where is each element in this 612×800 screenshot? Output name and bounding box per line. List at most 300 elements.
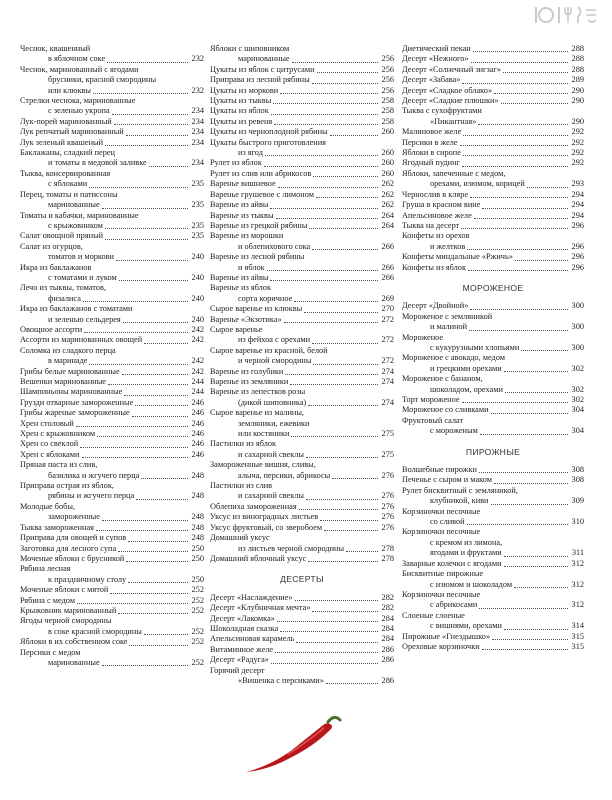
desserts2-entry	[402, 138, 584, 148]
preserves-entry	[20, 429, 204, 439]
page-number: 272	[381, 335, 394, 345]
entry-title-line: Томаты и кабачки, маринованные	[20, 210, 139, 220]
page-number: 244	[191, 387, 204, 397]
preserves-entry	[20, 127, 204, 137]
entry-title-line: Печенье с сыром и маком	[402, 475, 493, 485]
page-number: 294	[571, 189, 584, 199]
entry-title-line: Приправа для овощей и супов	[20, 533, 127, 543]
entry-title-line: (дикой шиповника)	[238, 397, 307, 407]
page-number: 246	[191, 439, 204, 449]
preserves-entry	[20, 242, 204, 263]
preserves-entry	[20, 169, 204, 190]
dot-leader	[270, 207, 378, 209]
page-number: 246	[191, 429, 204, 439]
entry-title-line: Грибы жареные замороженные	[20, 408, 130, 418]
jams-entry	[210, 221, 394, 231]
dot-leader	[463, 134, 568, 136]
page-number: 256	[381, 85, 394, 95]
page-number: 293	[571, 179, 584, 189]
dot-leader	[479, 607, 568, 609]
dot-leader	[118, 612, 188, 614]
dot-leader	[276, 217, 378, 219]
entry-title-line: и сахарной свеклы	[238, 491, 304, 501]
page-number: 266	[381, 262, 394, 272]
preserves-entry	[20, 533, 204, 543]
entry-title-line: Лук зеленый квашеный	[20, 137, 104, 147]
entry-title-line: Чеснок, маринованный с ягодами	[20, 64, 139, 74]
page-number: 292	[571, 137, 584, 147]
entry-title-line: Десерт «Наслаждение»	[210, 592, 293, 602]
dot-leader	[296, 641, 378, 643]
preserves-entry	[20, 585, 204, 595]
page-number: 278	[381, 543, 394, 553]
dot-leader	[482, 648, 568, 650]
entry-title-line: Варенье из айвы	[210, 200, 269, 210]
entry-title-line: Грузди отварные замороженные	[20, 397, 134, 407]
entry-title-line: Заварные колечки с ягодами	[402, 558, 502, 568]
entry-title-line: Фруктовый салат	[402, 415, 464, 425]
preserves-entry	[20, 346, 204, 367]
jams-entry	[210, 512, 394, 522]
page-number: 296	[571, 220, 584, 230]
dot-leader	[89, 186, 188, 188]
entry-title-line: Тыква на десерт	[402, 220, 460, 230]
dot-leader	[504, 565, 568, 567]
dot-leader	[306, 456, 378, 458]
pastry-entry	[402, 507, 584, 528]
page-number: 274	[381, 366, 394, 376]
page-number: 235	[191, 179, 204, 189]
entry-title-line: Апельсиновая карамель	[210, 634, 295, 644]
toc-column-left	[20, 44, 204, 668]
page-number: 270	[381, 304, 394, 314]
entry-title-line: Пряная паста из слив,	[20, 460, 98, 470]
entry-title-line: шоколадом, орехами	[430, 384, 503, 394]
preserves-entry	[20, 398, 204, 408]
page-number: 308	[571, 475, 584, 485]
preserves-entry	[20, 65, 204, 96]
pastry-entry	[402, 611, 584, 632]
entry-title-line: брусники, красной смородины	[48, 75, 157, 85]
icecream-entry	[402, 312, 584, 333]
entry-title-line: Десерт «Солнечный зигзаг»	[402, 64, 501, 74]
jams-entry	[210, 65, 394, 75]
pastry-entry	[402, 465, 584, 475]
preserves-entry	[20, 377, 204, 387]
page-number: 272	[381, 314, 394, 324]
entry-title-line: или клюквы	[48, 85, 91, 95]
entry-title-line: маринованные	[238, 54, 290, 64]
dot-leader	[478, 123, 568, 125]
entry-title-line: и облепихового сока	[238, 241, 311, 251]
entry-title-line: замороженные	[48, 512, 100, 522]
entry-title-line: с вишнями, орехами	[430, 621, 502, 631]
dot-leader	[515, 259, 568, 261]
entry-title-line: Перец, томаты и патиссоны	[20, 189, 118, 199]
page-number: 242	[191, 335, 204, 345]
entry-title-line: в маринаде	[48, 356, 88, 366]
entry-title-line: и томаты в медовой заливке	[48, 158, 147, 168]
entry-title-line: Цукаты из черноплодной рябины	[210, 127, 328, 137]
dot-leader	[461, 227, 568, 229]
dot-leader	[313, 363, 378, 365]
preserves-entry	[20, 408, 204, 418]
entry-title-line: ягодами и фруктами	[430, 548, 502, 558]
jams-entry	[210, 325, 394, 346]
entry-title-line: Сырое варенье из красной, белой	[210, 345, 328, 355]
page-number: 296	[571, 252, 584, 262]
jams-entry	[210, 252, 394, 273]
page-number: 290	[571, 96, 584, 106]
dot-leader	[313, 175, 378, 177]
page-number: 256	[381, 75, 394, 85]
preserves-entry	[20, 211, 204, 232]
entry-title-line: с томатами и луком	[48, 272, 117, 282]
dot-leader	[277, 620, 378, 622]
entry-title-line: и сахарной свеклы	[238, 449, 304, 459]
pastry-entry	[402, 632, 584, 642]
dot-leader	[284, 321, 378, 323]
desserts2-entry	[402, 106, 584, 127]
jams-entry	[210, 304, 394, 314]
entry-title-line: Цукаты из моркови	[210, 85, 279, 95]
page-number: 252	[191, 585, 204, 595]
section-title-desserts: ДЕСЕРТЫ	[280, 574, 324, 585]
dot-leader	[270, 279, 378, 281]
entry-title-line: Рулет из слив или абрикосов	[210, 168, 312, 178]
page-number: 274	[381, 377, 394, 386]
page-number: 308	[571, 465, 584, 475]
jams-entry	[210, 117, 394, 127]
preserves-entry	[20, 117, 204, 127]
dot-leader	[291, 435, 378, 437]
page-number: 296	[571, 241, 584, 251]
entry-title-line: Корзиночки песочные	[402, 589, 481, 599]
jams-entry	[210, 367, 394, 377]
dot-leader	[136, 498, 188, 500]
entry-title-line: Яблоки в их собственном соке	[20, 637, 128, 647]
entry-title-line: Варенье «Экзотика»	[210, 314, 282, 324]
preserves-entry	[20, 554, 204, 564]
dot-leader	[501, 102, 568, 104]
page-number: 250	[191, 543, 204, 553]
dot-leader	[84, 331, 188, 333]
dot-leader	[271, 113, 378, 115]
icecream-entry	[402, 301, 584, 311]
entry-title-line: Ягоды черной смородины	[20, 616, 112, 626]
entry-title-line: Сырое варенье	[210, 324, 263, 334]
entry-title-line: Приправа острая из яблок,	[20, 481, 114, 491]
dot-leader	[123, 321, 188, 323]
jams-entry	[210, 387, 394, 408]
page-number: 242	[191, 356, 204, 366]
jams-entry	[210, 377, 394, 387]
entry-title-line: Мороженое со сливками	[402, 405, 489, 415]
page-number: 235	[191, 231, 204, 241]
desserts-entry	[210, 624, 394, 634]
page-number: 276	[381, 512, 394, 522]
page-number: 258	[381, 96, 394, 106]
preserves-entry	[20, 616, 204, 637]
page-number: 248	[191, 491, 204, 501]
entry-title-line: Конфеты из орехов	[402, 231, 470, 241]
page-number: 248	[191, 533, 204, 543]
jams-entry	[210, 408, 394, 439]
entry-title-line: Волшебные пирожки	[402, 465, 477, 475]
entry-title-line: из листьев черной смородины	[238, 543, 345, 553]
dot-leader	[76, 425, 188, 427]
dot-leader	[332, 477, 378, 479]
entry-title-line: базилика и жгучего перца	[48, 470, 140, 480]
page-number: 290	[571, 116, 584, 126]
entry-title-line: Десерт «Двойной»	[402, 301, 469, 311]
dot-leader	[285, 373, 378, 375]
desserts2-entry	[402, 190, 584, 200]
dot-leader	[273, 102, 378, 104]
page-number: 302	[571, 395, 584, 404]
dot-leader	[97, 435, 188, 437]
page-number: 286	[381, 644, 394, 654]
publisher-logo-icon	[534, 4, 598, 28]
entry-title-line: из ягод	[238, 148, 263, 158]
page-number: 286	[381, 655, 394, 665]
page-number: 260	[381, 148, 394, 158]
page-number: 312	[571, 600, 584, 610]
entry-title-line: Домашний уксус	[210, 533, 270, 543]
entry-title-line: Икра из баклажанов с томатами	[20, 304, 133, 314]
entry-title-line: Салат овощной пряный	[20, 231, 104, 241]
desserts2-entry	[402, 231, 584, 252]
page-number: 240	[191, 314, 204, 324]
entry-title-line: земляники, ежевики	[238, 418, 310, 428]
entry-title-line: маринованные	[48, 200, 100, 210]
entry-title-line: рябины и жгучего перца	[48, 491, 135, 501]
jams-entry	[210, 231, 394, 252]
dot-leader	[504, 628, 568, 630]
page-number: 244	[191, 377, 204, 386]
page-number: 266	[381, 241, 394, 251]
page-number: 300	[571, 342, 584, 352]
desserts2-entry	[402, 211, 584, 221]
desserts2-entry	[402, 252, 584, 262]
page-number: 275	[381, 429, 394, 439]
entry-title-line: Мороженое	[402, 332, 444, 342]
entry-title-line: и черной смородины	[238, 356, 312, 366]
entry-title-line: с крыжовником	[48, 220, 103, 230]
dot-leader	[122, 373, 188, 375]
jams-entry	[210, 502, 394, 512]
entry-title-line: со сливой	[430, 517, 465, 527]
page-number: 252	[191, 657, 204, 667]
toc-column-middle	[210, 44, 394, 686]
entry-title-line: Сырое варенье из малины,	[210, 408, 304, 418]
dot-leader	[267, 269, 378, 271]
entry-title-line: Баклажаны, сладкий перец	[20, 148, 115, 158]
preserves-entry	[20, 283, 204, 304]
entry-title-line: Апельсиновое желе	[402, 210, 472, 220]
dot-leader	[492, 638, 568, 640]
dot-leader	[135, 404, 188, 406]
jams-entry	[210, 523, 394, 533]
page-number: 276	[381, 501, 394, 511]
desserts-entry	[210, 614, 394, 624]
entry-title-line: Хрен столовый	[20, 418, 74, 428]
desserts2-entry	[402, 44, 584, 54]
entry-title-line: Варенье из лесной рябины	[210, 252, 305, 262]
entry-title-line: Замороженные вишня, сливы,	[210, 460, 316, 470]
dot-leader	[126, 134, 188, 136]
entry-title-line: Вешенки маринованные	[20, 377, 106, 386]
desserts2-entry	[402, 169, 584, 190]
dot-leader	[312, 82, 378, 84]
dot-leader	[346, 550, 378, 552]
dot-leader	[96, 529, 188, 531]
entry-title-line: Варенье вишневое	[210, 179, 276, 189]
entry-title-line: Тыква замороженная	[20, 522, 94, 532]
page-number: 246	[191, 418, 204, 428]
pastry-entry	[402, 475, 584, 485]
dot-leader	[312, 610, 378, 612]
jams-entry	[210, 86, 394, 96]
dot-leader	[107, 61, 188, 63]
entry-title-line: Чеснок, квашенный	[20, 44, 91, 53]
page-number: 262	[381, 200, 394, 210]
dot-leader	[124, 394, 188, 396]
page-number: 234	[191, 158, 204, 168]
preserves-entry	[20, 523, 204, 533]
entry-title-line: Пастилки из слив	[210, 481, 273, 491]
desserts-entry	[210, 634, 394, 644]
dot-leader	[280, 92, 378, 94]
entry-title-line: Цукаты из яблок с цитрусами	[210, 64, 315, 74]
entry-title-line: Пастилки из яблок	[210, 439, 277, 449]
pastry-entry	[402, 590, 584, 611]
chili-pepper-icon	[242, 712, 352, 778]
page-number: 275	[381, 449, 394, 459]
pastry-entry	[402, 569, 584, 590]
page-number: 246	[191, 408, 204, 418]
entry-title-line: Бисквитные пирожные	[402, 569, 484, 579]
dot-leader	[308, 560, 378, 562]
desserts-entry	[210, 666, 394, 687]
entry-title-line: Десерт «Радуга»	[210, 655, 269, 665]
dot-leader	[144, 342, 188, 344]
pastry-entry	[402, 642, 584, 652]
dot-leader	[308, 404, 378, 406]
page-number: 282	[381, 592, 394, 602]
dot-leader	[468, 269, 568, 271]
jams-entry	[210, 460, 394, 481]
page-number: 304	[571, 405, 584, 415]
entry-title-line: Облепиха замороженная	[210, 501, 297, 511]
dot-leader	[521, 349, 568, 351]
dot-leader	[304, 311, 378, 313]
entry-title-line: томатов и моркови	[48, 252, 115, 262]
dot-leader	[494, 92, 568, 94]
desserts2-entry	[402, 75, 584, 85]
entry-title-line: Варенье из земляники	[210, 377, 289, 386]
jams-entry	[210, 439, 394, 460]
dot-leader	[467, 523, 568, 525]
dot-leader	[294, 300, 378, 302]
jams-entry	[210, 169, 394, 179]
entry-title-line: Диетический пекан	[402, 44, 471, 53]
dot-leader	[292, 61, 378, 63]
dot-leader	[80, 446, 188, 448]
page-number: 240	[191, 252, 204, 262]
preserves-entry	[20, 606, 204, 616]
dot-leader	[110, 592, 188, 594]
jams-entry	[210, 179, 394, 189]
page-number: 288	[571, 64, 584, 74]
dot-leader	[102, 207, 188, 209]
entry-title-line: Цукаты быстрого приготовления	[210, 137, 326, 147]
entry-title-line: Десерт «Нежного»	[402, 54, 469, 64]
entry-title-line: с изюмом и шоколадом	[430, 579, 513, 589]
dot-leader	[514, 586, 568, 588]
jams-entry	[210, 346, 394, 367]
pastry-entry	[402, 486, 584, 507]
entry-title-line: Варенье из айвы	[210, 272, 269, 282]
entry-title-line: Уксус фруктовый, со зверобоем	[210, 522, 323, 532]
entry-title-line: Цукаты из тыквы	[210, 96, 272, 106]
page-number: 262	[381, 189, 394, 199]
preserves-entry	[20, 325, 204, 335]
preserves-entry	[20, 96, 204, 117]
desserts2-entry	[402, 221, 584, 231]
desserts2-entry	[402, 65, 584, 75]
desserts-entry	[210, 655, 394, 665]
entry-title-line: с абрикосами	[430, 600, 478, 610]
dot-leader	[102, 519, 188, 521]
jams-entry	[210, 200, 394, 210]
page-number: 258	[381, 106, 394, 116]
page-number: 311	[571, 548, 584, 558]
entry-title-line: Горячий десерт	[210, 665, 265, 675]
preserves-entry	[20, 148, 204, 169]
page-number: 234	[191, 137, 204, 147]
entry-title-line: Корзиночки песочные	[402, 527, 481, 537]
desserts-entry	[210, 603, 394, 613]
entry-title-line: Малиновое желе	[402, 127, 462, 137]
page-number: 276	[381, 491, 394, 501]
page-number: 252	[191, 637, 204, 647]
desserts2-entry	[402, 54, 584, 64]
entry-title-line: Десерт «Сладкое облако»	[402, 85, 493, 95]
desserts2-entry	[402, 127, 584, 137]
preserves-entry	[20, 367, 204, 377]
jams-entry	[210, 211, 394, 221]
dot-leader	[471, 61, 569, 63]
desserts2-entry	[402, 263, 584, 273]
entry-title-line: Приправа из лесной рябины	[210, 75, 310, 85]
dot-leader	[299, 508, 378, 510]
entry-title-line: Стрелки чеснока, маринованные	[20, 96, 136, 106]
entry-title-line: Торт мороженое	[402, 395, 460, 404]
preserves-entry	[20, 419, 204, 429]
page-number: 242	[191, 324, 204, 334]
page-number: 312	[571, 579, 584, 589]
entry-title-line: к праздничному столу	[48, 574, 127, 584]
entry-title-line: с мороженым	[430, 426, 478, 436]
desserts2-entry	[402, 158, 584, 168]
page-number: 264	[381, 220, 394, 230]
page-number: 264	[381, 210, 394, 220]
desserts2-entry	[402, 200, 584, 210]
dot-leader	[306, 498, 378, 500]
jams-entry	[210, 44, 394, 65]
dot-leader	[105, 227, 188, 229]
